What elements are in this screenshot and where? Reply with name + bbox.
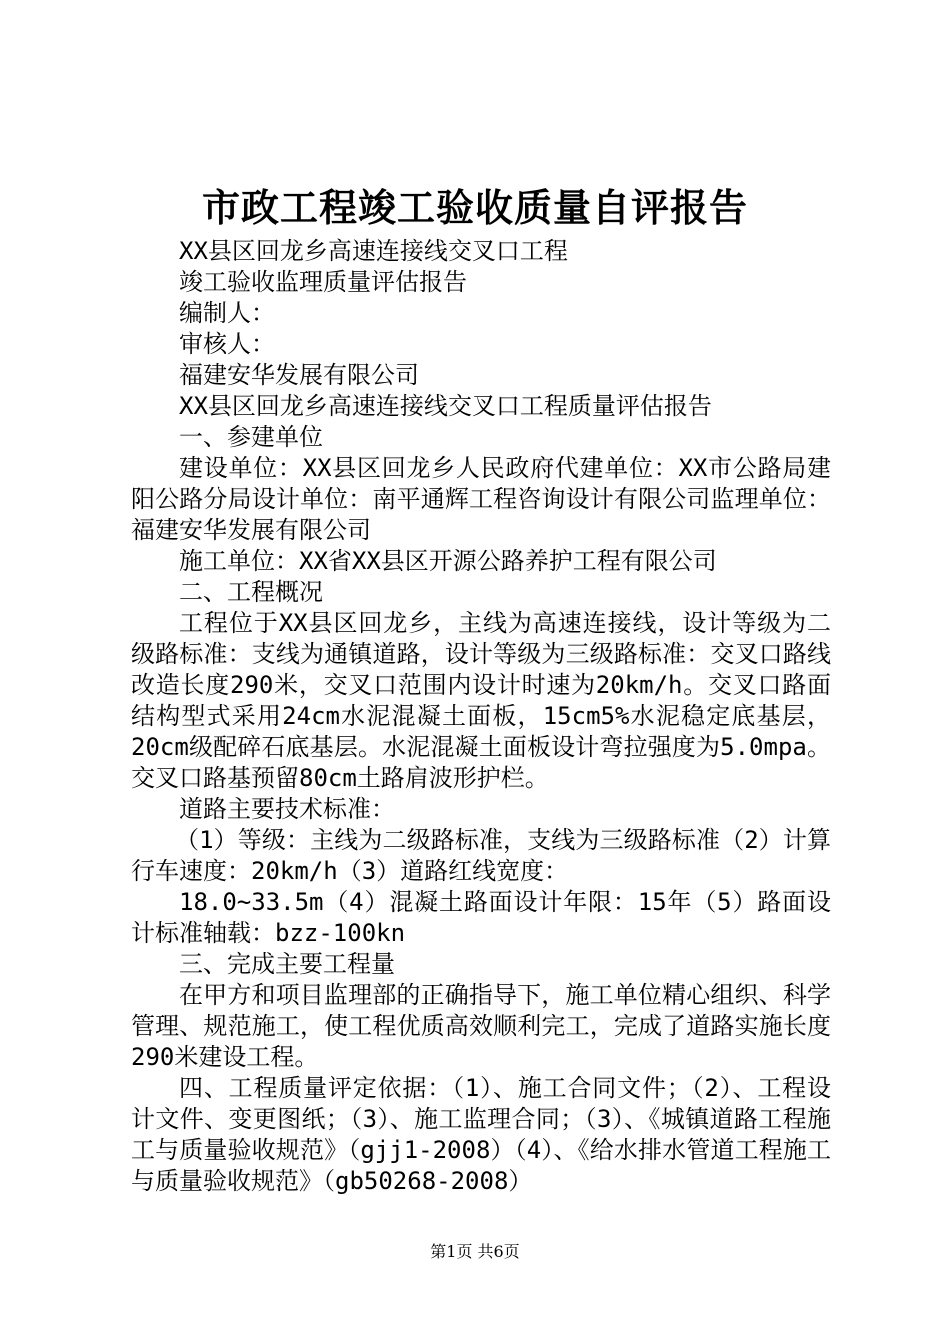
section-heading-participants: 一、参建单位 — [179, 423, 323, 451]
page-footer: 第1页 共6页 — [430, 1242, 520, 1261]
paragraph-tech-standards: （1）等级：主线为二级路标准，支线为三级路标准（2）计算行车速度：20km/h（3）道路红线宽度： — [131, 826, 831, 885]
paragraph-construction-unit: 施工单位：XX省XX县区开源公路养护工程有限公司 — [179, 547, 717, 575]
section-heading-overview: 二、工程概况 — [179, 578, 323, 606]
paragraph-report-title: XX县区回龙乡高速连接线交叉口工程质量评估报告 — [179, 392, 712, 420]
paragraph-tech-standards-heading: 道路主要技术标准： — [179, 795, 395, 823]
paragraph-participants: 建设单位：XX县区回龙乡人民政府代建单位：XX市公路局建阳公路分局设计单位：南平通辉工程咨询设计有限公司监理单位：福建安华发展有限公司 — [131, 454, 831, 544]
paragraph-company: 福建安华发展有限公司 — [179, 361, 419, 389]
paragraph-project-name: XX县区回龙乡高速连接线交叉口工程 — [179, 237, 568, 265]
paragraph-quantities: 在甲方和项目监理部的正确指导下，施工单位精心组织、科学管理、规范施工，使工程优质高效顺利完工，完成了道路实施长度290米建设工程。 — [131, 981, 831, 1071]
paragraph-tech-standards-cont: 18.0~33.5m（4）混凝土路面设计年限：15年（5）路面设计标准轴载：bzz-100kn — [131, 888, 831, 947]
document-title: 市政工程竣工验收质量自评报告 — [201, 185, 748, 230]
paragraph-compiler: 编制人： — [179, 299, 275, 327]
paragraph-quality-basis: 四、工程质量评定依据：（1）、施工合同文件；（2）、工程设计文件、变更图纸；（3）、施工监理合同；（3）、《城镇道路工程施工与质量验收规范》（gjj1-2008）（4）、《给水排水管道工程施工与质量验收规范》（gb50268-2008） — [131, 1074, 831, 1195]
paragraph-overview: 工程位于XX县区回龙乡，主线为高速连接线，设计等级为二级路标准：支线为通镇道路，设计等级为三级路标准：交叉口路线改造长度290米，交叉口范围内设计时速为20km/h。交叉口路面结构型式采用24cm水泥混凝土面板，15cm5%水泥稳定底基层，20cm级配碎石底基层。水泥混凝土面板设计弯拉强度为5.0mpa。交叉口路基预留80cm土路肩波形护栏。 — [131, 609, 831, 792]
section-heading-quantities: 三、完成主要工程量 — [179, 950, 395, 978]
paragraph-report-name: 竣工验收监理质量评估报告 — [179, 268, 467, 296]
paragraph-reviewer: 审核人： — [179, 330, 275, 358]
document-body — [131, 236, 831, 1197]
